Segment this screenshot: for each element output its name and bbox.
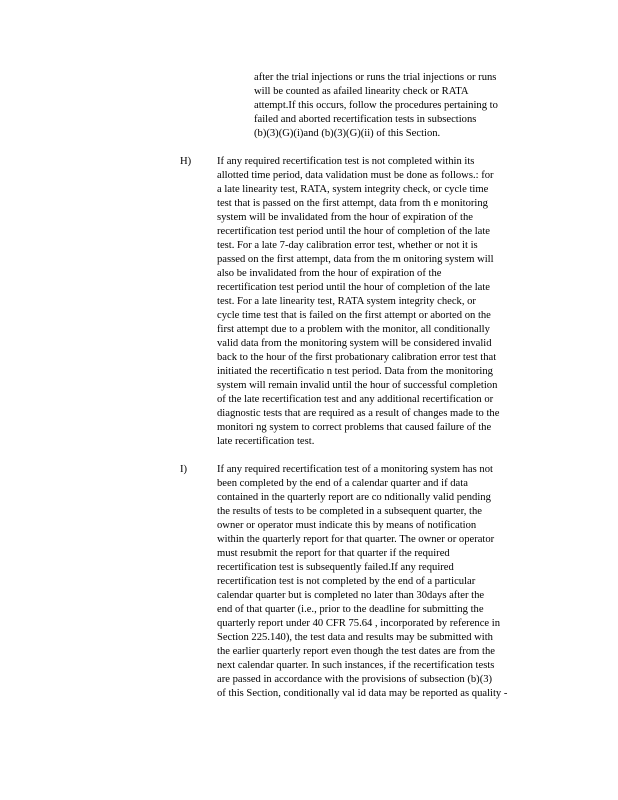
text-line: initiated the recertificatio n test period. Data from the monitoring — [217, 366, 493, 377]
text-line: back to the hour of the first probationary calibration error test that — [217, 352, 497, 363]
text-line: next calendar quarter. In such instances, if the recertification tests — [217, 660, 495, 671]
text-line: calendar quarter but is completed no later than 30days after the — [217, 590, 485, 601]
text-line: valid data from the monitoring system will be considered invalid — [217, 338, 492, 349]
text-line: allotted time period, data validation must be done as follows.: for — [217, 170, 494, 181]
text-line: failed and aborted recertification tests in subsections — [254, 114, 477, 125]
text-line: late recertification test. — [217, 436, 315, 447]
text-line: If any required recertification test is not completed within its — [217, 156, 475, 167]
text-line: must resubmit the report for that quarter if the required — [217, 548, 450, 559]
text-line: end of that quarter (i.e., prior to the deadline for submitting the — [217, 604, 484, 615]
text-line: the results of tests to be completed in a subsequent quarter, the — [217, 506, 482, 517]
text-line: attempt.If this occurs, follow the procedures pertaining to — [254, 100, 498, 111]
text-line: contained in the quarterly report are co nditionally valid pending — [217, 492, 491, 503]
text-line: system will remain invalid until the hour of successful completion — [217, 380, 498, 391]
text-line: will be counted as afailed linearity check or RATA — [254, 86, 469, 97]
text-line: after the trial injections or runs the trial injections or runs — [254, 72, 497, 83]
text-line: recertification test is not completed by the end of a particular — [217, 576, 476, 587]
text-line: quarterly report under 40 CFR 75.64 , incorporated by reference in — [217, 618, 500, 629]
text-line: test. For a late 7-day calibration error test, whether or not it is — [217, 240, 478, 251]
text-line: been completed by the end of a calendar quarter and if data — [217, 478, 468, 489]
text-line: If any required recertification test of a monitoring system has not — [217, 464, 493, 475]
text-line: test that is passed on the first attempt, data from th e monitoring — [217, 198, 488, 209]
text-line: (b)(3)(G)(i)and (b)(3)(G)(ii) of this Section. — [254, 128, 441, 139]
text-line: within the quarterly report for that quarter. The owner or operator — [217, 534, 495, 545]
text-line: first attempt due to a problem with the monitor, all conditionally — [217, 324, 490, 335]
text-line: recertification test is subsequently failed.If any required — [217, 562, 454, 573]
text-line: monitori ng system to correct problems that caused failure of the — [217, 422, 492, 433]
text-line: of the late recertification test and any additional recertification or — [217, 394, 494, 405]
text-line: a late linearity test, RATA, system integrity check, or cycle time — [217, 184, 489, 195]
text-line: recertification test period until the hour of completion of the late — [217, 282, 490, 293]
text-line: owner or operator must indicate this by means of notification — [217, 520, 477, 531]
text-line: Section 225.140), the test data and results may be submitted with — [217, 632, 493, 643]
text-line: passed on the first attempt, data from the m onitoring system will — [217, 254, 494, 265]
text-line: test. For a late linearity test, RATA system integrity check, or — [217, 296, 476, 307]
text-line: of this Section, conditionally val id data may be reported as quality - — [217, 688, 508, 699]
paragraph-label: H) — [180, 156, 192, 167]
text-line: the earlier quarterly report even though the test dates are from the — [217, 646, 495, 657]
text-line: cycle time test that is failed on the first attempt or aborted on the — [217, 310, 491, 321]
text-line: system will be invalidated from the hour of expiration of the — [217, 212, 473, 223]
text-line: diagnostic tests that are required as a result of changes made to the — [217, 408, 500, 419]
paragraph-label: I) — [180, 464, 188, 475]
text-line: are passed in accordance with the provisions of subsection (b)(3) — [217, 674, 493, 685]
text-line: also be invalidated from the hour of expiration of the — [217, 268, 442, 279]
text-line: recertification test period until the hour of completion of the late — [217, 226, 490, 237]
